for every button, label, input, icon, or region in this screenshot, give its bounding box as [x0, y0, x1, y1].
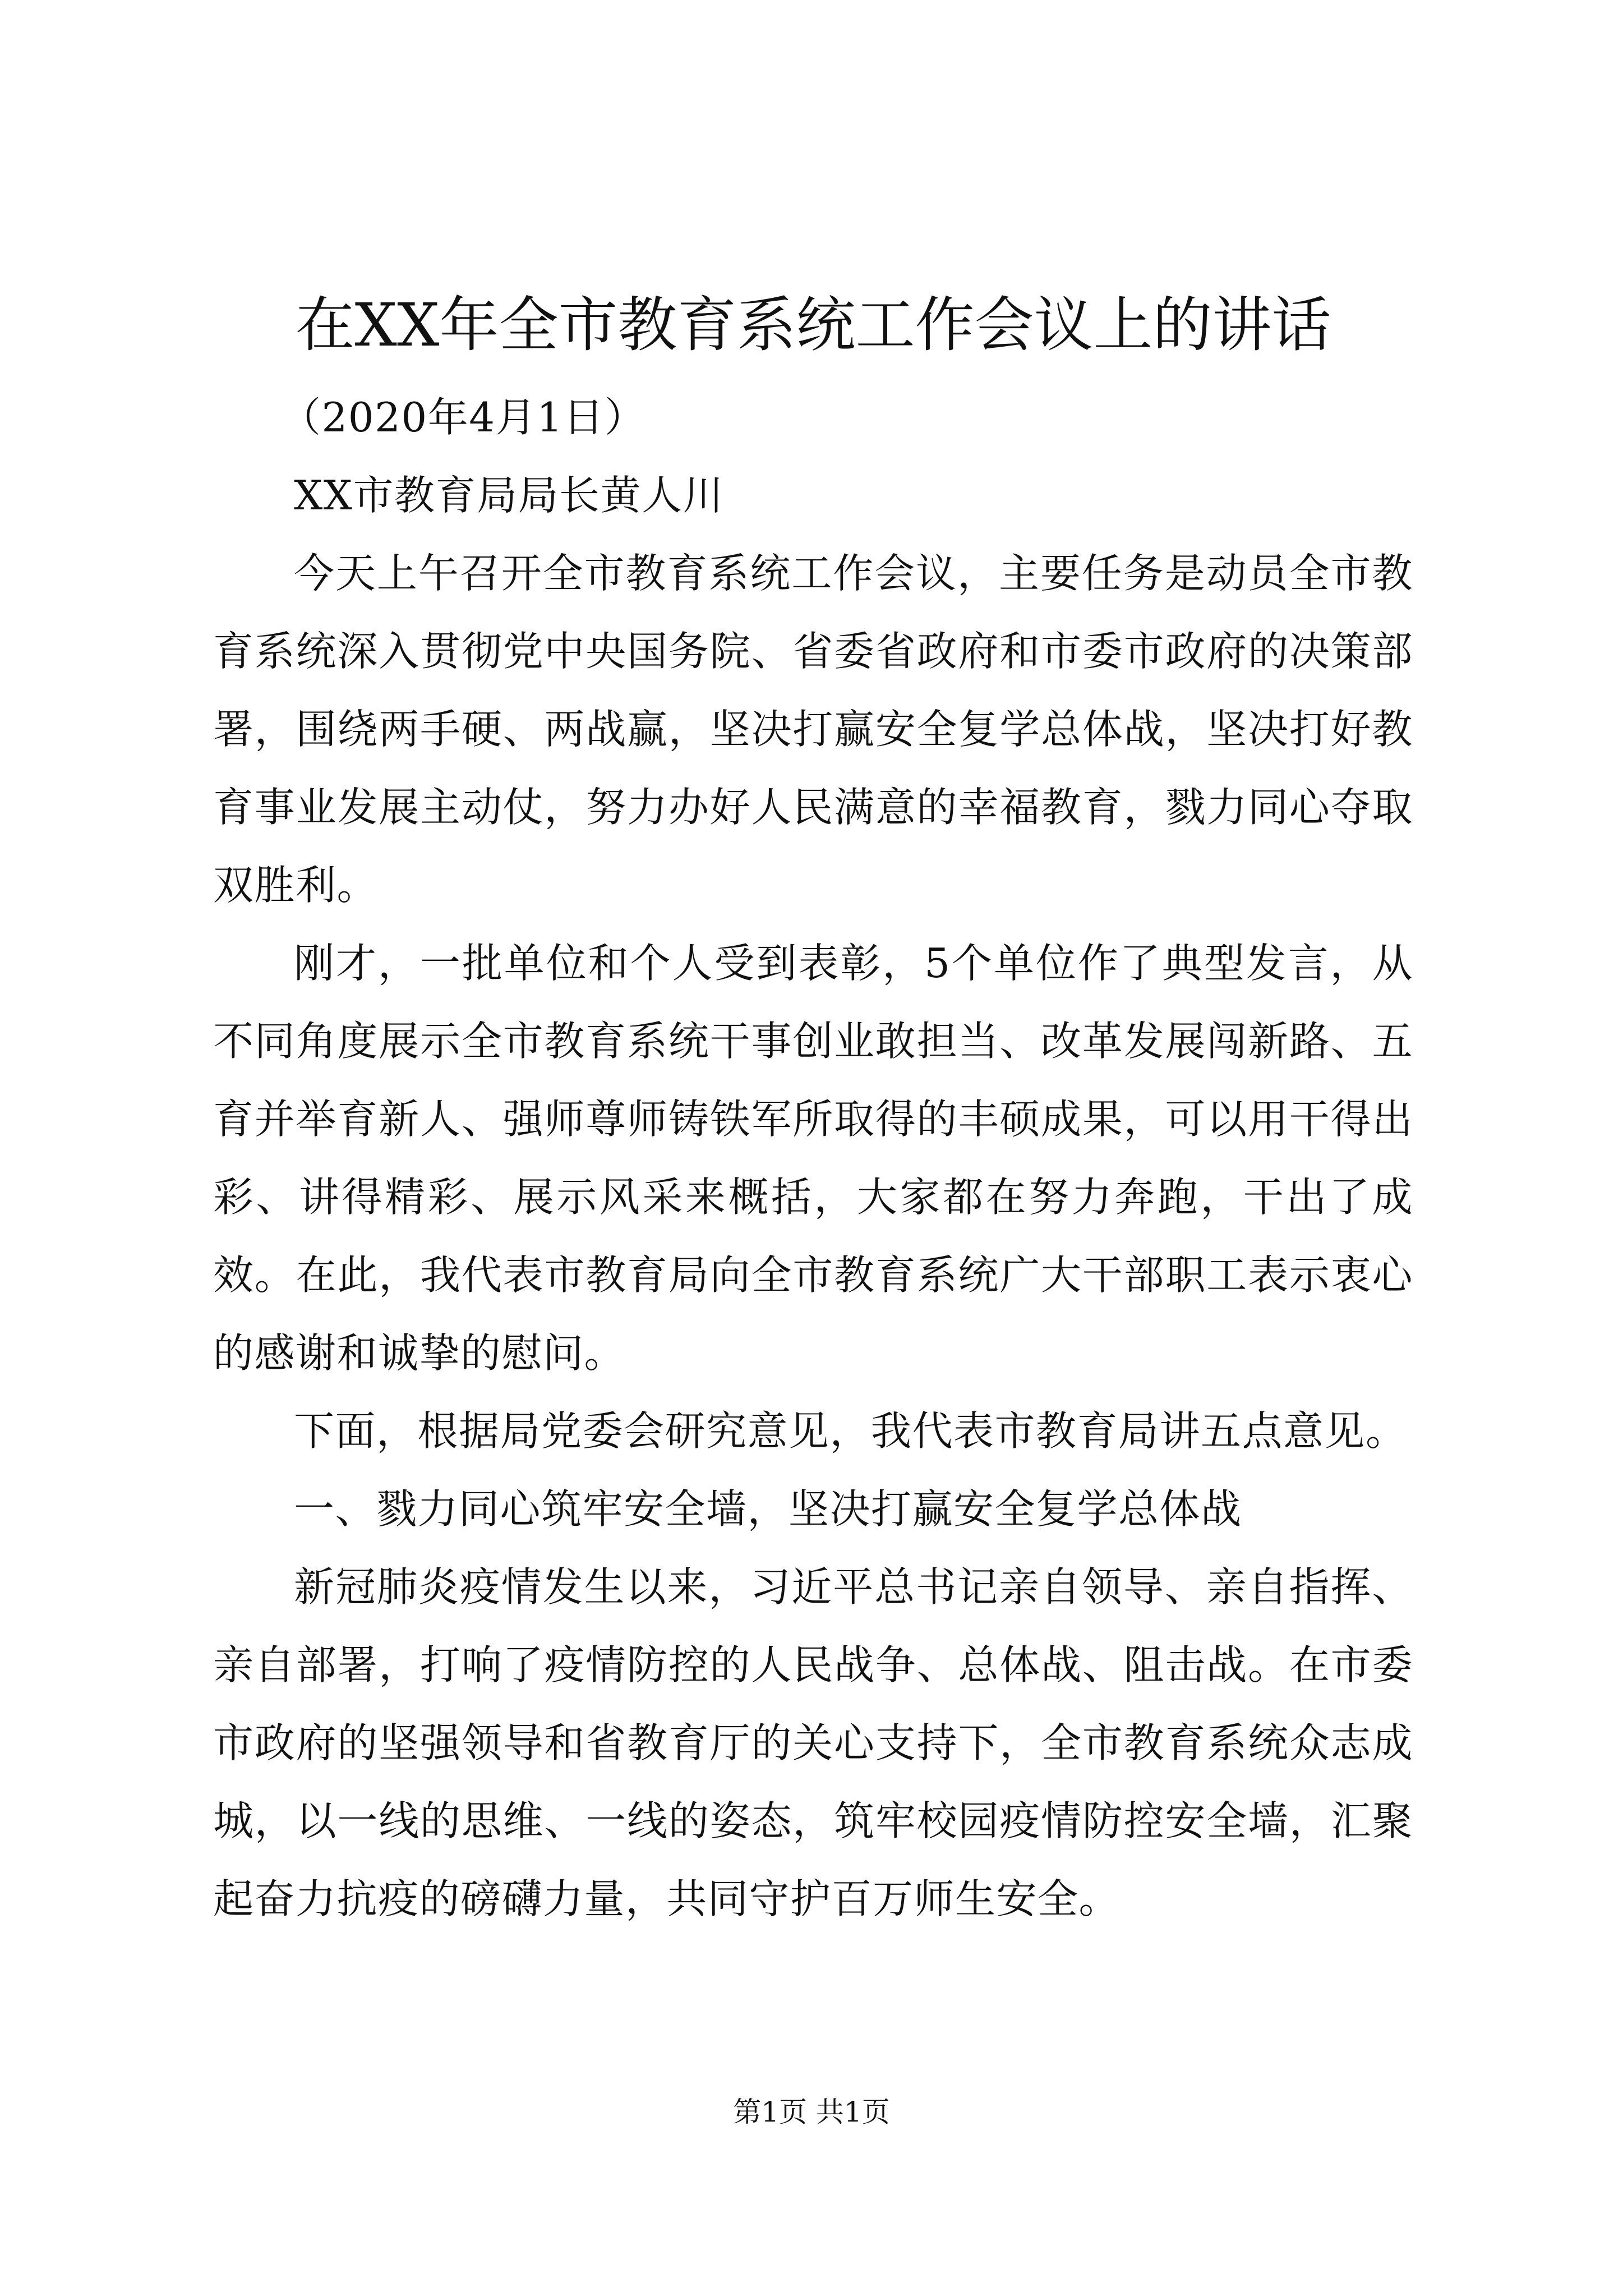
document-body	[213, 283, 1413, 1938]
document-title: 在XX年全市教育系统工作会议上的讲话	[295, 291, 1331, 360]
paragraph-agenda: 下面，根据局党委会研究意见，我代表市教育局讲五点意见。	[294, 1407, 1407, 1455]
page-footer: 第1页 共1页	[733, 2096, 890, 2128]
section-heading-one: 一、戮力同心筑牢安全墙，坚决打赢安全复学总体战	[294, 1485, 1242, 1533]
paragraph-epidemic: 新冠肺炎疫情发生以来，习近平总书记亲自领导、亲自指挥、亲自部署，打响了疫情防控的人民战争、总体战、阻击战。在市委市政府的坚强领导和省教育厅的关心支持下，全市教育系统众志成城，以一线的思维、一线的姿态，筑牢校园疫情防控安全墙，汇聚起奋力抗疫的磅礴力量，共同守护百万师生安全。	[213, 1563, 1413, 1922]
paragraph-opening: 今天上午召开全市教育系统工作会议，主要任务是动员全市教育系统深入贯彻党中央国务院、省委省政府和市委市政府的决策部署，围绕两手硬、两战赢，坚决打赢安全复学总体战，坚决打好教育事业发展主动仗，努力办好人民满意的幸福教育，戮力同心夺取双胜利。	[213, 550, 1413, 909]
paragraph-commendation: 刚才，一批单位和个人受到表彰，5个单位作了典型发言，从不同角度展示全市教育系统干事创业敢担当、改革发展闯新路、五育并举育新人、强师尊师铸铁军所取得的丰硕成果，可以用干得出彩、讲得精彩、展示风采来概括，大家都在努力奔跑，干出了成效。在此，我代表市教育局向全市教育系统广大干部职工表示衷心的感谢和诚挚的慰问。	[213, 940, 1413, 1377]
date-line: （2020年4月1日）	[280, 394, 646, 441]
speaker-line: XX市教育局局长黄人川	[294, 472, 725, 519]
